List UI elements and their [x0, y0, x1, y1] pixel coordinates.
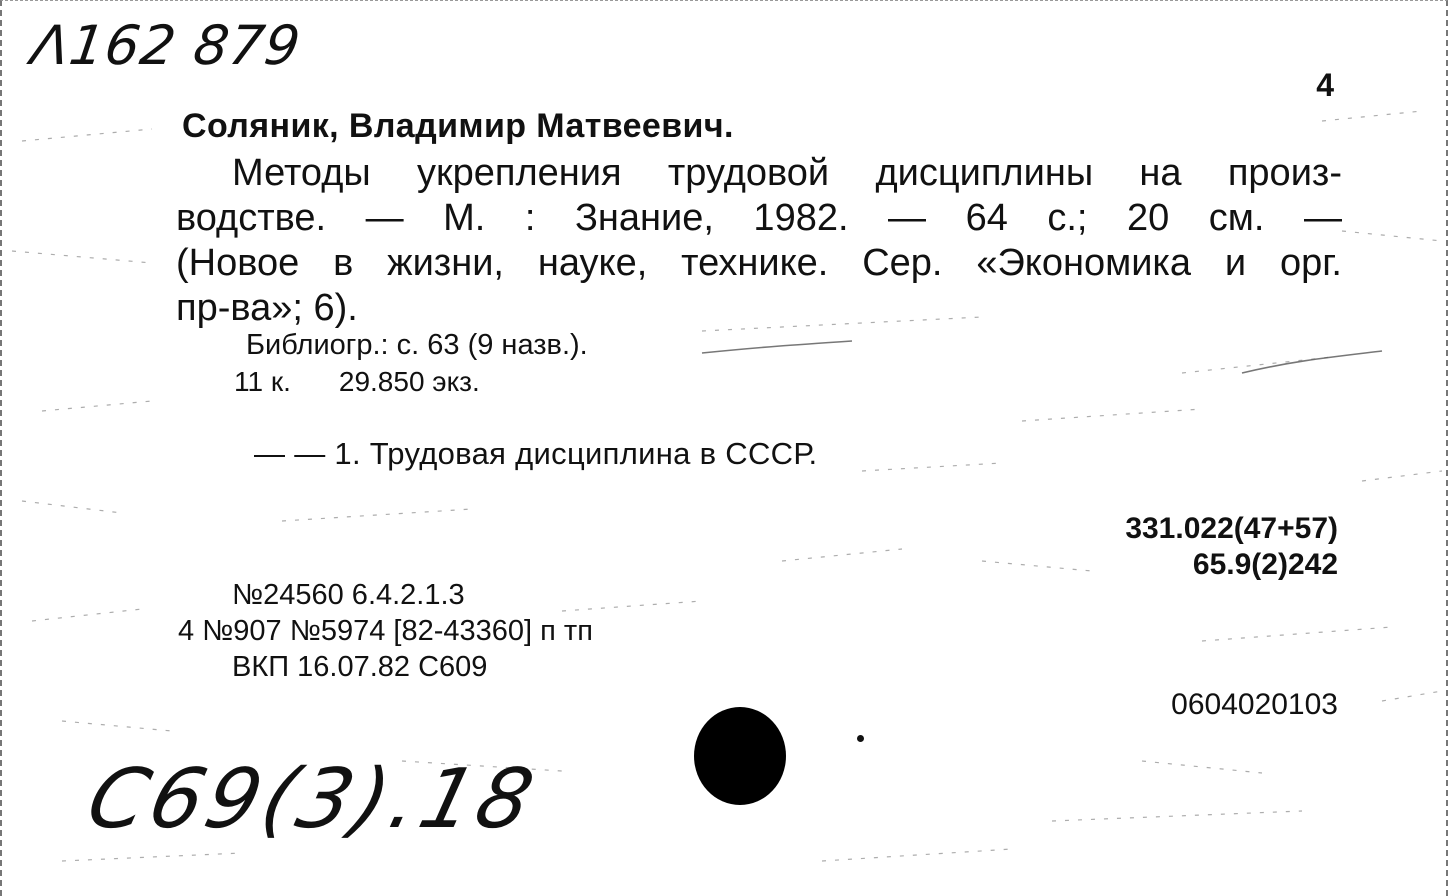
registry-line: ВКП 16.07.82 С609: [232, 651, 488, 683]
price-and-print-run: [234, 365, 480, 399]
author-heading: Соляник, Владимир Матвеевич.: [182, 107, 734, 145]
registry-line: №24560 6.4.2.1.3: [232, 579, 465, 611]
isbn-code: 0604020103: [1171, 688, 1338, 721]
bbk-code: 65.9(2)242: [1192, 548, 1338, 581]
description-line: водстве. — М. : Знание, 1982. — 64 с.; 20 см. —: [176, 197, 1342, 239]
card-number: 4: [1316, 67, 1334, 103]
udc-code: 331.022(47+57): [1125, 512, 1338, 545]
description-line: пр-ва»; 6).: [176, 287, 358, 329]
classification-block: [1125, 511, 1338, 583]
punch-hole: [694, 707, 786, 805]
title-description: [176, 151, 1342, 331]
registry-block: [178, 577, 593, 685]
handwritten-call-number: C69(3).18: [78, 752, 547, 847]
description-line: Методы укрепления трудовой дисциплины на произ-: [232, 152, 1342, 194]
price: 11 к.: [234, 366, 291, 397]
bibliography-note: Библиогр.: с. 63 (9 назв.).: [246, 329, 588, 361]
subject-heading: — — 1. Трудовая дисциплина в СССР.: [254, 436, 818, 471]
ink-dot: [857, 735, 864, 742]
print-run: 29.850 экз.: [338, 366, 480, 397]
description-line: (Новое в жизни, науке, технике. Сер. «Экономика и орг.: [176, 242, 1342, 284]
registry-line: 4 №907 №5974 [82-43360] п тп: [178, 615, 593, 647]
handwritten-shelfmark: Λ162 879: [27, 14, 305, 77]
